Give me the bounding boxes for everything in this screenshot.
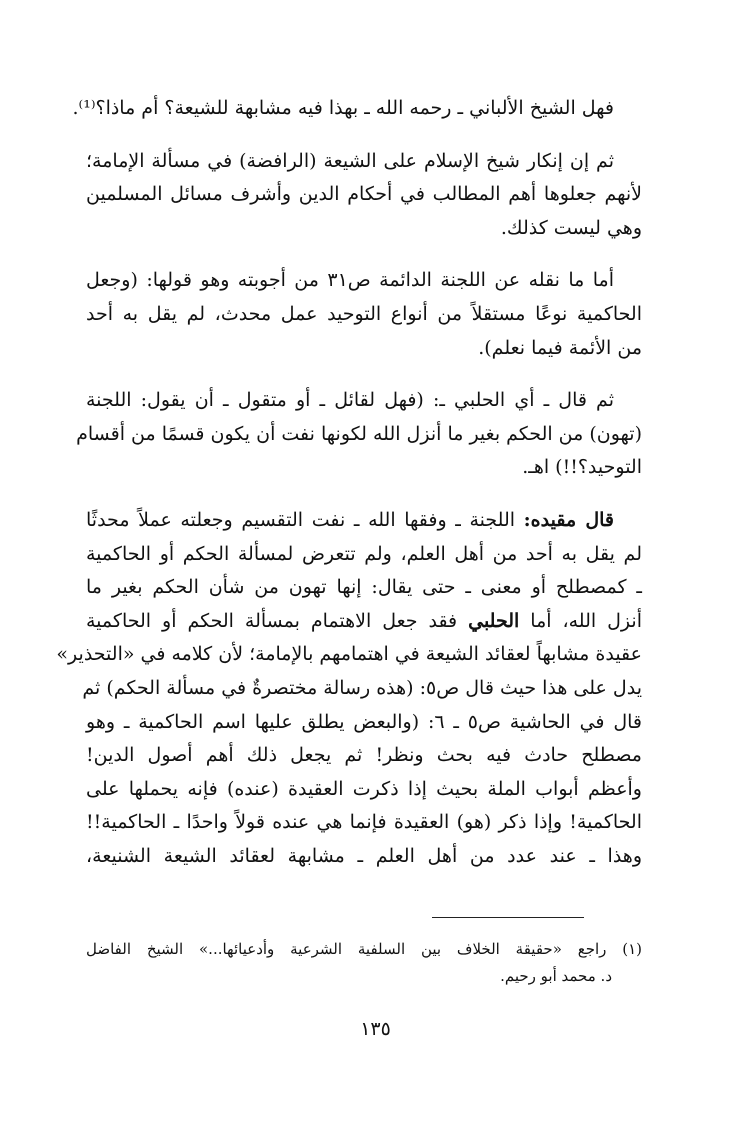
text-line: لم يقل به أحد من أهل العلم، ولم تتعرض لمسألة الحكم أو الحاكمية — [86, 542, 642, 565]
text-line: الحاكمية نوعًا مستقلاً من أنواع التوحيد عمل محدث، لم يقل به أحد — [86, 302, 642, 325]
text-line: ثم إن إنكار شيخ الإسلام على الشيعة (الرافضة) في مسألة الإمامة؛ — [86, 149, 614, 172]
footnote-line: د. محمد أبو رحيم. — [500, 967, 612, 985]
text-line: وهي ليست كذلك. — [500, 216, 642, 239]
text-line: قال في الحاشية ص٥ ـ ٦: (والبعض يطلق عليها اسم الحاكمية ـ وهو — [86, 710, 642, 733]
text-span: فقد جعل الاهتمام بمسألة الحكم أو الحاكمية — [86, 609, 469, 632]
text-span: أنزل الله، أما — [519, 609, 642, 632]
text-line: الحاكمية! وإذا ذكر (هو) العقيدة فإنما هي عنده قولاً واحدًا ـ الحاكمية!! — [86, 811, 642, 834]
page-body — [56, 92, 642, 892]
paragraph-5 — [56, 504, 642, 874]
page-number: ١٣٥ — [360, 1018, 391, 1040]
text-line: فهل الشيخ الألباني ـ رحمه الله ـ بهذا فيه مشابهة للشيعة؟ أم ماذا؟⁽¹⁾. — [72, 97, 614, 119]
text-line: يدل على هذا حيث قال ص٥: (هذه رسالة مختصرةٌ في مسألة الحكم) ثم — [82, 676, 642, 699]
text-line: مصطلح حادث فيه بحث ونظر! ثم يجعل ذلك أهم أصول الدين! — [86, 744, 642, 767]
text-line: ـ كمصطلح أو معنى ـ حتى يقال: إنها تهون من شأن الحكم بغير ما — [86, 576, 642, 599]
footnote — [86, 936, 642, 990]
author-label: قال مقيده: — [523, 508, 614, 531]
text-line — [86, 605, 642, 639]
text-line: التوحيد؟!!) اهـ. — [522, 456, 642, 479]
text-line: من الأئمة فيما نعلم). — [478, 336, 642, 359]
bold-name: الحلبي — [468, 609, 520, 632]
footnote-line: (١) راجع «حقيقة الخلاف بين السلفية الشرعية وأدعيائها...» الشيخ الفاضل — [86, 940, 642, 958]
text-line: عقيدة مشابهاً لعقائد الشيعة في اهتمامهم بالإمامة؛ لأن كلامه في «التحذير» — [56, 643, 642, 666]
footnote-separator — [432, 917, 584, 918]
text-line: وهذا ـ عند عدد من أهل العلم ـ مشابهة لعقائد الشيعة الشنيعة، — [86, 844, 642, 867]
text-span: اللجنة ـ وفقها الله ـ نفت التقسيم وجعلته عملاً محدثًا — [86, 508, 524, 531]
text-line: لأنهم جعلوها أهم المطالب في أحكام الدين وأشرف مسائل المسلمين — [86, 183, 642, 206]
paragraph-4 — [76, 384, 642, 485]
paragraph-1 — [72, 92, 642, 126]
text-line: وأعظم أبواب الملة بحيث إذا ذكرت العقيدة (عنده) فإنه يحملها على — [86, 777, 642, 800]
text-line: (تهون) من الحكم بغير ما أنزل الله لكونها نفت أن يكون قسمًا من أقسام — [76, 422, 642, 445]
text-line — [86, 504, 642, 538]
paragraph-3 — [86, 264, 642, 365]
paragraph-2 — [86, 145, 642, 246]
text-line: أما ما نقله عن اللجنة الدائمة ص٣١ من أجوبته وهو قولها: (وجعل — [86, 269, 615, 292]
text-line: ثم قال ـ أي الحلبي ـ: (فهل لقائل ـ أو متقول ـ أن يقول: اللجنة — [86, 389, 614, 412]
